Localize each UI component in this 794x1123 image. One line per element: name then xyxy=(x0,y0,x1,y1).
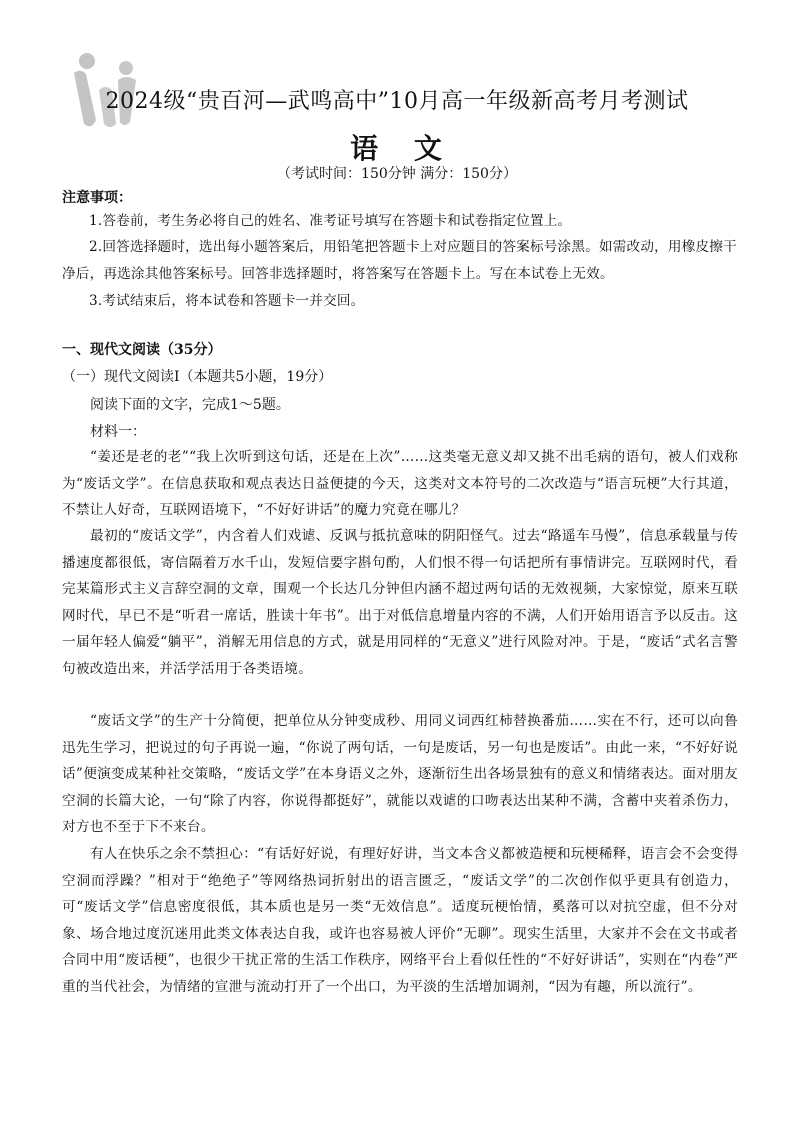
reading-instruction: 阅读下面的文字，完成1～5题。 xyxy=(90,397,290,413)
section-title: 一、现代文阅读（35分） xyxy=(62,342,222,358)
notice-item: 2.回答选择题时，选出每小题答案后，用铅笔把答题卡上对应题目的答案标号涂黑。如需改动，用橡皮擦干净后，再选涂其他答案标号。回答非选择题时，将答案写在答题卡上。写在本试卷上无效。 xyxy=(62,239,737,282)
notice-heading: 注意事项： xyxy=(62,190,132,206)
subsection-title: （一）现代文阅读Ⅰ（本题共5小题，19分） xyxy=(62,369,333,385)
passage-paragraph: “姜还是老的老”“我上次听到这句话，还是在上次”……这类毫无意义却又挑不出毛病的语句，被人们戏称为“废话文学”。在信息获取和观点表达日益便捷的今天，这类对文本符号的二次改造与“语言玩梗”大行其道，不禁让人好奇，互联网语境下，“不好好讲话”的魔力究竟在哪儿？ xyxy=(62,449,738,518)
material-label: 材料一： xyxy=(90,424,146,440)
exam-title: 2024级“贵百河—武鸣高中”10月高一年级新高考月考测试 xyxy=(105,89,689,114)
passage-paragraph: “废话文学”的生产十分简便，把单位从分钟变成秒、用同义词西红柿替换番茄……实在不行，还可以向鲁迅先生学习，把说过的句子再说一遍，“你说了两句话，一句是废话，另一句也是废话”。由此一来，“不好好说话”便演变成某种社交策略，“废话文学”在本身语义之外，逐渐衍生出各场景独有的意义和情绪表达。面对朋友空洞的长篇大论，一句“除了内容，你说得都挺好”，就能以戏谑的口吻表达出某种不满，含蓄中夹着杀伤力，对方也不至于下不来台。 xyxy=(62,713,738,835)
subject-title: 语 文 xyxy=(350,132,444,165)
passage-paragraph: 有人在快乐之余不禁担心：“有话好好说，有理好好讲，当文本含义都被造梗和玩梗稀释，语言会不会变得空洞而浮躁？”相对于“绝绝子”等网络热词折射出的语言匮乏，“废话文学”的二次创作似乎更具有创造力，可“废话文学”信息密度很低，其本质也是另一类“无效信息”。适度玩梗怡情，奚落可以对抗空虚，但不分对象、场合地过度沉迷用此类文体表达自我，或许也容易被人评价“无聊”。现实生活里，大家并不会在文书或者合同中用“废话梗”，也很少干扰正常的生活工作秩序，网络平台上看似任性的“不好好讲话”，实则在“内卷”严重的当代社会，为情绪的宣泄与流动打开了一个出口，为平淡的生活增加调剂，“因为有趣，所以流行”。 xyxy=(62,846,738,995)
notice-item: 1.答卷前，考生务必将自己的姓名、准考证号填写在答题卡和试卷指定位置上。 xyxy=(89,213,572,229)
passage-paragraph: 最初的“废话文学”，内含着人们戏谑、反讽与抵抗意味的阴阳怪气。过去“路遥车马慢”，信息承载量与传播速度都很低，寄信隔着万水千山，发短信要字斟句酌，人们恨不得一句话把所有事情讲完。互联网时代，看完某篇形式主义言辞空洞的文章，围观一个长达几分钟但内涵不超过两句话的无效视频，大家惊觉，原来互联网时代，早已不是“听君一席话，胜读十年书”。出于对低信息增量内容的不满，人们开始用语言予以反击。这一届年轻人偏爱“躺平”，消解无用信息的方式，就是用同样的“无意义”进行风险对冲。于是，“废话”式名言警句被改造出来，并活学活用于各类语境。 xyxy=(62,528,738,677)
exam-info: （考试时间：150分钟 满分：150分） xyxy=(277,166,517,182)
notice-item: 3.考试结束后，将本试卷和答题卡一并交回。 xyxy=(89,293,365,309)
